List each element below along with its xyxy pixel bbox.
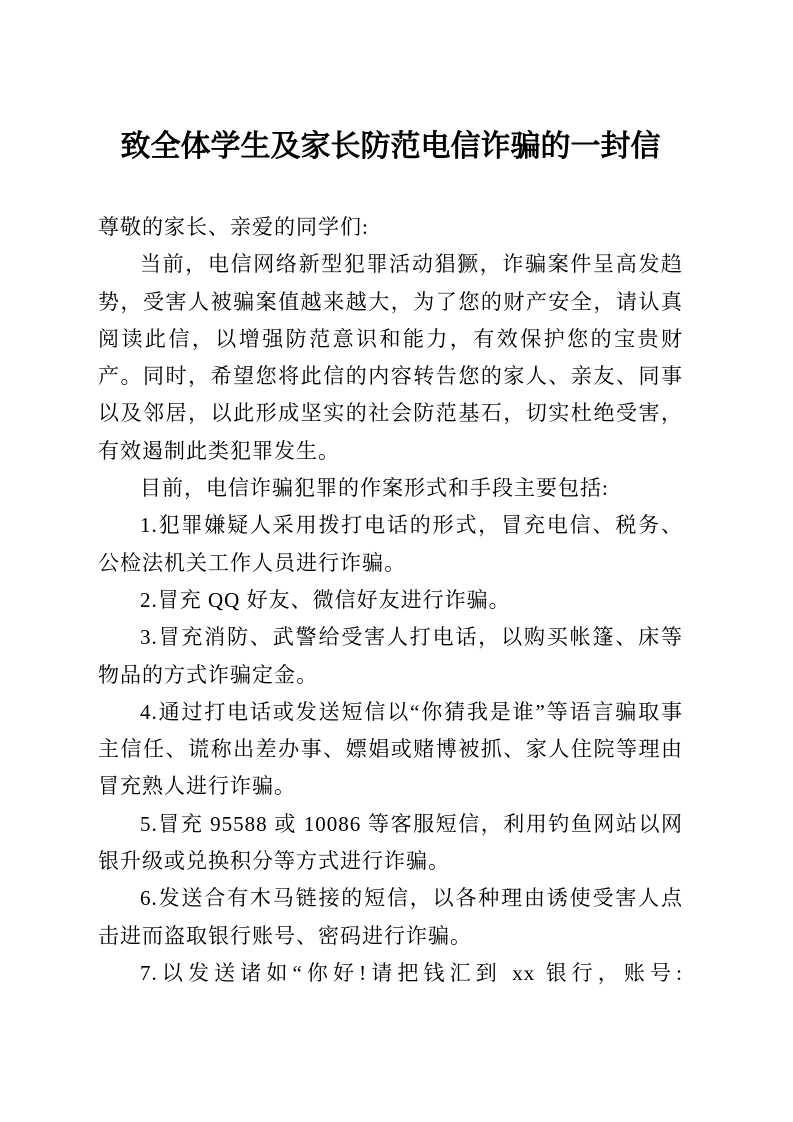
- paragraph-1: 尊敬的家长、亲爱的同学们:: [98, 215, 369, 239]
- paragraph-4: 1.犯罪嫌疑人采用拨打电话的形式，冒充电信、税务、公检法机关工作人员进行诈骗。: [98, 513, 683, 575]
- paragraph-6: 3.冒充消防、武警给受害人打电话，以购买帐篷、床等物品的方式诈骗定金。: [98, 625, 683, 687]
- document-title: 致全体学生及家长防范电信诈骗的一封信: [120, 130, 661, 163]
- paragraph-8: 5.冒充 95588 或 10086 等客服短信，利用钓鱼网站以网银升级或兑换积分等方式进行诈骗。: [98, 811, 683, 874]
- paragraph-2: 当前，电信网络新型犯罪活动猖獗，诈骗案件呈高发趋势，受害人被骗案值越来越大，为了您的财产安全，请认真阅读此信，以增强防范意识和能力，有效保护您的宝贵财产。同时，希望您将此信的内容转告您的家人、亲友、同事以及邻居，以此形成坚实的社会防范基石，切实杜绝受害，有效遏制此类犯罪发生。: [98, 252, 683, 463]
- paragraph-10: 7.以发送诸如“你好!请把钱汇到 xx 银行，账号:: [140, 960, 683, 985]
- paragraph-5: 2.冒充 QQ 好友、微信好友进行诈骗。: [140, 587, 511, 612]
- paragraph-7: 4.通过打电话或发送短信以“你猜我是谁”等语言骗取事主信任、谎称出差办事、嫖娼或赌博被抓、家人住院等理由冒充熟人进行诈骗。: [98, 699, 683, 799]
- document-content: [98, 0, 683, 992]
- paragraph-9: 6.发送合有木马链接的短信，以各种理由诱使受害人点击进而盗取银行账号、密码进行诈骗。: [98, 886, 683, 948]
- document-body: [98, 209, 683, 992]
- paragraph-3: 目前，电信诈骗犯罪的作案形式和手段主要包括:: [140, 476, 609, 501]
